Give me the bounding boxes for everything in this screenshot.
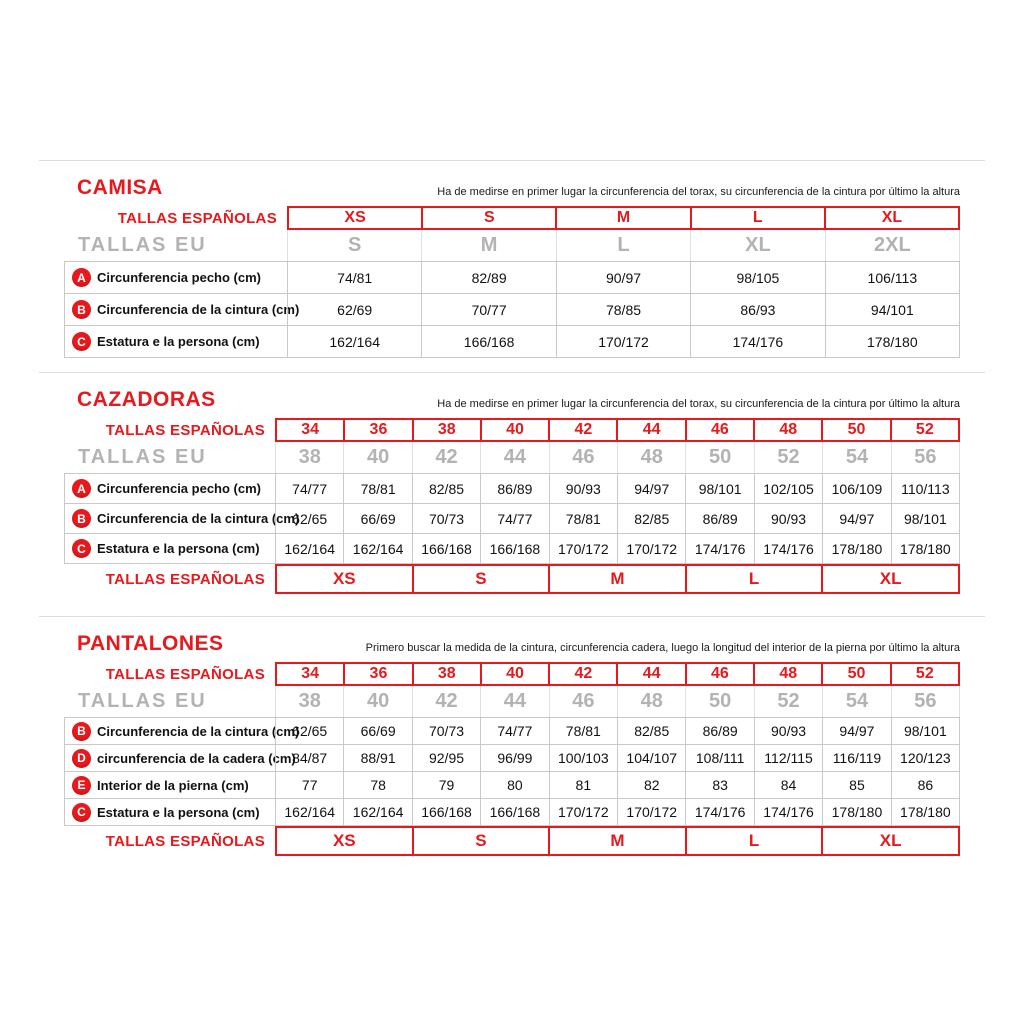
measure-value-cell: 178/180 (825, 326, 959, 357)
measure-badge: D (72, 749, 91, 768)
measurement-cells (287, 326, 959, 357)
measure-value-cell: 166/168 (412, 534, 480, 563)
measurement-cells (275, 718, 959, 744)
measure-value-cell: 166/168 (480, 534, 548, 563)
measurement-cells (287, 294, 959, 325)
measure-value-cell: 116/119 (822, 745, 890, 771)
measure-value-cell: 77 (275, 772, 343, 798)
eu-size-cell: 48 (617, 442, 685, 473)
section-divider (39, 372, 985, 373)
measure-value-cell: 62/65 (275, 504, 343, 533)
section-head (64, 176, 960, 200)
measure-value-cell: 66/69 (343, 504, 411, 533)
measurement-label-cell (64, 504, 300, 533)
measure-value-cell: 162/164 (343, 799, 411, 825)
eu-size-cell: 38 (275, 686, 343, 717)
measure-value-cell: 120/123 (891, 745, 959, 771)
measurement-rows (64, 717, 960, 826)
measurement-label-cell (64, 294, 300, 325)
eu-size-cell: 40 (343, 442, 411, 473)
measure-value-cell: 74/81 (287, 262, 421, 293)
spanish-size-cell: 34 (277, 420, 345, 440)
measure-value-cell: 102/105 (754, 474, 822, 503)
eu-size-cell: 2XL (825, 230, 960, 261)
measure-value-cell: 70/73 (412, 718, 480, 744)
measurement-label-cell (64, 534, 275, 563)
measure-value-cell: 112/115 (754, 745, 822, 771)
measure-value-cell: 98/101 (891, 504, 959, 533)
measurement-cells (275, 474, 959, 503)
section-title: CAMISA (77, 176, 163, 199)
measurement-row (64, 326, 960, 358)
eu-size-cell: 54 (822, 442, 890, 473)
measure-value-cell: 79 (412, 772, 480, 798)
measurement-label-cell (64, 745, 296, 771)
measure-value-cell: 90/97 (556, 262, 690, 293)
section-note: Ha de medirse en primer lugar la circunferencia del torax, su circunferencia de la cintura por último la altura (437, 186, 960, 198)
measure-value-cell: 74/77 (480, 504, 548, 533)
measurement-cells (275, 772, 959, 798)
measure-value-cell: 82/85 (617, 504, 685, 533)
measure-value-cell: 170/172 (549, 534, 617, 563)
measure-value-cell: 62/69 (287, 294, 421, 325)
measure-value-cell: 170/172 (617, 799, 685, 825)
measure-value-cell: 82 (617, 772, 685, 798)
measurement-row (64, 504, 960, 534)
section-title: PANTALONES (77, 632, 224, 655)
bottom-size-cell: L (687, 826, 824, 856)
spanish-size-cell: 42 (550, 420, 618, 440)
measure-badge: E (72, 776, 91, 795)
eu-size-cell: 56 (891, 442, 960, 473)
eu-size-cell: 46 (549, 442, 617, 473)
measure-value-cell: 90/93 (754, 504, 822, 533)
measurement-label: Circunferencia pecho (cm) (97, 481, 261, 496)
measure-badge: C (72, 539, 91, 558)
spanish-sizes-row (64, 418, 960, 442)
bottom-size-cell: L (687, 564, 824, 594)
measurement-label: Circunferencia de la cintura (cm) (97, 723, 300, 739)
measure-value-cell: 78/81 (549, 504, 617, 533)
measure-value-cell: 94/97 (822, 718, 890, 744)
spanish-size-cell: 38 (414, 664, 482, 684)
measurement-label-cell (64, 262, 287, 293)
eu-size-cell: 48 (617, 686, 685, 717)
measurement-label: Estatura e la persona (cm) (97, 541, 260, 556)
spanish-size-cell: 52 (915, 421, 934, 438)
measure-value-cell: 94/97 (822, 504, 890, 533)
measure-badge: B (72, 722, 91, 741)
measure-badge: C (72, 332, 91, 351)
measure-value-cell: 70/77 (421, 294, 555, 325)
spanish-size-cell: 48 (755, 664, 823, 684)
bottom-sizes-row (64, 826, 960, 856)
eu-size-cell: 56 (891, 686, 960, 717)
measure-badge: B (72, 300, 91, 319)
bottom-sizes-label: TALLAS ESPAÑOLAS (105, 570, 265, 588)
measure-value-cell: 108/111 (685, 745, 753, 771)
measure-value-cell: 98/101 (891, 718, 959, 744)
measurement-label-cell (64, 799, 275, 825)
measurement-label-cell (64, 474, 275, 503)
measure-value-cell: 82/85 (617, 718, 685, 744)
eu-sizes-row (64, 230, 960, 261)
eu-sizes-label: TALLAS EU (78, 690, 207, 712)
spanish-sizes-label: TALLAS ESPAÑOLAS (105, 421, 265, 439)
measurement-cells (275, 534, 959, 563)
measure-value-cell: 92/95 (412, 745, 480, 771)
eu-sizes-row (64, 442, 960, 473)
measurement-row (64, 534, 960, 564)
eu-sizes-label: TALLAS EU (78, 446, 207, 468)
bottom-size-cell: S (414, 564, 551, 594)
measure-value-cell: 166/168 (412, 799, 480, 825)
measure-value-cell: 170/172 (549, 799, 617, 825)
section-camisa (64, 176, 960, 358)
measure-value-cell: 166/168 (421, 326, 555, 357)
section-divider (39, 616, 985, 617)
measurement-label: Interior de la pierna (cm) (97, 777, 249, 793)
spanish-size-cell: 46 (687, 420, 755, 440)
measure-value-cell: 78 (343, 772, 411, 798)
measure-value-cell: 94/97 (617, 474, 685, 503)
bottom-size-cell: XL (823, 564, 960, 594)
eu-size-cell: 42 (412, 686, 480, 717)
measurement-cells (275, 745, 959, 771)
measure-value-cell: 178/180 (891, 534, 959, 563)
eu-size-cell: 40 (343, 686, 411, 717)
measure-value-cell: 86/93 (690, 294, 824, 325)
measurement-rows (64, 261, 960, 358)
bottom-size-cell: XL (823, 826, 960, 856)
measure-value-cell: 174/176 (754, 534, 822, 563)
spanish-sizes-cells (275, 662, 960, 686)
measure-value-cell: 174/176 (754, 799, 822, 825)
measure-value-cell: 162/164 (343, 534, 411, 563)
measure-value-cell: 178/180 (822, 799, 890, 825)
section-pantalones (64, 632, 960, 856)
measurement-cells (275, 504, 959, 533)
measure-value-cell: 174/176 (690, 326, 824, 357)
spanish-sizes-cells (275, 418, 960, 442)
bottom-size-cell: M (550, 826, 687, 856)
bottom-sizes-cells (275, 564, 960, 594)
measure-value-cell: 100/103 (549, 745, 617, 771)
measure-value-cell: 85 (822, 772, 890, 798)
spanish-sizes-cells (287, 206, 960, 230)
measurement-label: Circunferencia de la cintura (cm) (97, 511, 300, 526)
bottom-size-cell: M (550, 564, 687, 594)
section-head (64, 632, 960, 656)
measurement-row (64, 772, 960, 799)
measure-value-cell: 90/93 (549, 474, 617, 503)
spanish-size-cell: 48 (755, 420, 823, 440)
measure-value-cell: 174/176 (685, 534, 753, 563)
eu-size-cell: L (556, 230, 690, 261)
bottom-size-cell: XS (275, 564, 414, 594)
measurement-row (64, 745, 960, 772)
measurement-label: circunferencia de la cadera (cm) (97, 750, 296, 766)
section-divider (39, 160, 985, 161)
spanish-size-cell: 52 (915, 665, 934, 682)
eu-size-cell: 38 (275, 442, 343, 473)
measurement-row (64, 262, 960, 294)
spanish-size-cell: 50 (823, 420, 891, 440)
measure-value-cell: 78/81 (343, 474, 411, 503)
measure-value-cell: 88/91 (343, 745, 411, 771)
measure-badge: A (72, 479, 91, 498)
eu-size-cell: 50 (685, 442, 753, 473)
measurement-rows (64, 473, 960, 564)
bottom-sizes-cells (275, 826, 960, 856)
eu-sizes-row (64, 686, 960, 717)
measure-value-cell: 86/89 (685, 718, 753, 744)
measure-value-cell: 178/180 (822, 534, 890, 563)
spanish-size-cell: M (557, 208, 691, 228)
measurement-row (64, 799, 960, 826)
measure-value-cell: 78/81 (549, 718, 617, 744)
spanish-sizes-label: TALLAS ESPAÑOLAS (105, 665, 265, 683)
eu-size-cell: 42 (412, 442, 480, 473)
section-cazadoras (64, 388, 960, 594)
spanish-size-cell: 44 (618, 664, 686, 684)
measure-value-cell: 104/107 (617, 745, 685, 771)
measure-value-cell: 94/101 (825, 294, 959, 325)
measure-value-cell: 174/176 (685, 799, 753, 825)
spanish-sizes-row (64, 662, 960, 686)
section-note: Ha de medirse en primer lugar la circunferencia del torax, su circunferencia de la cintura por último la altura (437, 398, 960, 410)
spanish-sizes-label: TALLAS ESPAÑOLAS (117, 209, 277, 227)
measure-value-cell: 96/99 (480, 745, 548, 771)
measure-value-cell: 106/109 (822, 474, 890, 503)
measure-value-cell: 86/89 (685, 504, 753, 533)
size-table (64, 418, 960, 594)
measurement-label-cell (64, 326, 287, 357)
measurement-label-cell (64, 772, 275, 798)
measurement-label: Estatura e la persona (cm) (97, 804, 260, 820)
measure-value-cell: 162/164 (275, 799, 343, 825)
eu-sizes-cells (287, 230, 960, 261)
spanish-sizes-row (64, 206, 960, 230)
size-table (64, 662, 960, 856)
spanish-size-cell: 46 (687, 664, 755, 684)
measure-value-cell: 178/180 (891, 799, 959, 825)
eu-size-cell: 52 (754, 686, 822, 717)
measure-value-cell: 98/101 (685, 474, 753, 503)
measurement-label-cell (64, 718, 300, 744)
section-title: CAZADORAS (77, 388, 216, 411)
measurement-cells (287, 262, 959, 293)
section-note: Primero buscar la medida de la cintura, circunferencia cadera, luego la longitud del interior de la pierna por último la altura (365, 642, 960, 654)
spanish-size-cell: 40 (482, 420, 550, 440)
measure-value-cell: 162/164 (275, 534, 343, 563)
bottom-size-cell: XS (275, 826, 414, 856)
measure-value-cell: 84/87 (275, 745, 343, 771)
eu-size-cell: XL (690, 230, 824, 261)
measure-value-cell: 74/77 (275, 474, 343, 503)
spanish-size-cell: 42 (550, 664, 618, 684)
eu-size-cell: 54 (822, 686, 890, 717)
measurement-label: Estatura e la persona (cm) (97, 334, 260, 349)
eu-size-cell: 44 (480, 442, 548, 473)
bottom-size-cell: S (414, 826, 551, 856)
measure-value-cell: 81 (549, 772, 617, 798)
measure-value-cell: 98/105 (690, 262, 824, 293)
measure-badge: B (72, 509, 91, 528)
measurement-label: Circunferencia pecho (cm) (97, 270, 261, 285)
measure-value-cell: 74/77 (480, 718, 548, 744)
measure-value-cell: 90/93 (754, 718, 822, 744)
eu-sizes-cells (275, 442, 960, 473)
bottom-sizes-row (64, 564, 960, 594)
measure-value-cell: 166/168 (480, 799, 548, 825)
spanish-size-cell: 36 (345, 664, 413, 684)
eu-size-cell: M (421, 230, 555, 261)
eu-size-cell: 44 (480, 686, 548, 717)
eu-size-cell: 52 (754, 442, 822, 473)
measure-value-cell: 78/85 (556, 294, 690, 325)
eu-size-cell: S (287, 230, 421, 261)
eu-size-cell: 46 (549, 686, 617, 717)
bottom-sizes-label: TALLAS ESPAÑOLAS (105, 832, 265, 850)
spanish-size-cell: 38 (414, 420, 482, 440)
measure-value-cell: 82/85 (412, 474, 480, 503)
measure-value-cell: 106/113 (825, 262, 959, 293)
eu-size-cell: 50 (685, 686, 753, 717)
measure-value-cell: 82/89 (421, 262, 555, 293)
measure-badge: A (72, 268, 91, 287)
spanish-size-cell: L (692, 208, 826, 228)
eu-sizes-cells (275, 686, 960, 717)
measure-value-cell: 62/65 (275, 718, 343, 744)
measure-value-cell: 70/73 (412, 504, 480, 533)
measurement-row (64, 474, 960, 504)
measurement-label: Circunferencia de la cintura (cm) (97, 302, 300, 317)
size-table (64, 206, 960, 358)
measure-value-cell: 170/172 (617, 534, 685, 563)
spanish-size-cell: 50 (823, 664, 891, 684)
spanish-size-cell: 34 (277, 664, 345, 684)
spanish-size-cell: 40 (482, 664, 550, 684)
measure-value-cell: 83 (685, 772, 753, 798)
spanish-size-cell: XS (289, 208, 423, 228)
measure-value-cell: 86/89 (480, 474, 548, 503)
measure-value-cell: 170/172 (556, 326, 690, 357)
spanish-size-cell: S (423, 208, 557, 228)
eu-sizes-label: TALLAS EU (78, 234, 207, 256)
top-spacer (64, 0, 960, 160)
measure-value-cell: 80 (480, 772, 548, 798)
spanish-size-cell: 44 (618, 420, 686, 440)
measure-value-cell: 66/69 (343, 718, 411, 744)
measure-value-cell: 86 (891, 772, 959, 798)
measure-value-cell: 84 (754, 772, 822, 798)
measure-badge: C (72, 803, 91, 822)
section-head (64, 388, 960, 412)
measurement-row (64, 294, 960, 326)
spanish-size-cell: XL (881, 209, 903, 226)
measure-value-cell: 110/113 (891, 474, 959, 503)
measure-value-cell: 162/164 (287, 326, 421, 357)
spanish-size-cell: 36 (345, 420, 413, 440)
measurement-row (64, 718, 960, 745)
measurement-cells (275, 799, 959, 825)
